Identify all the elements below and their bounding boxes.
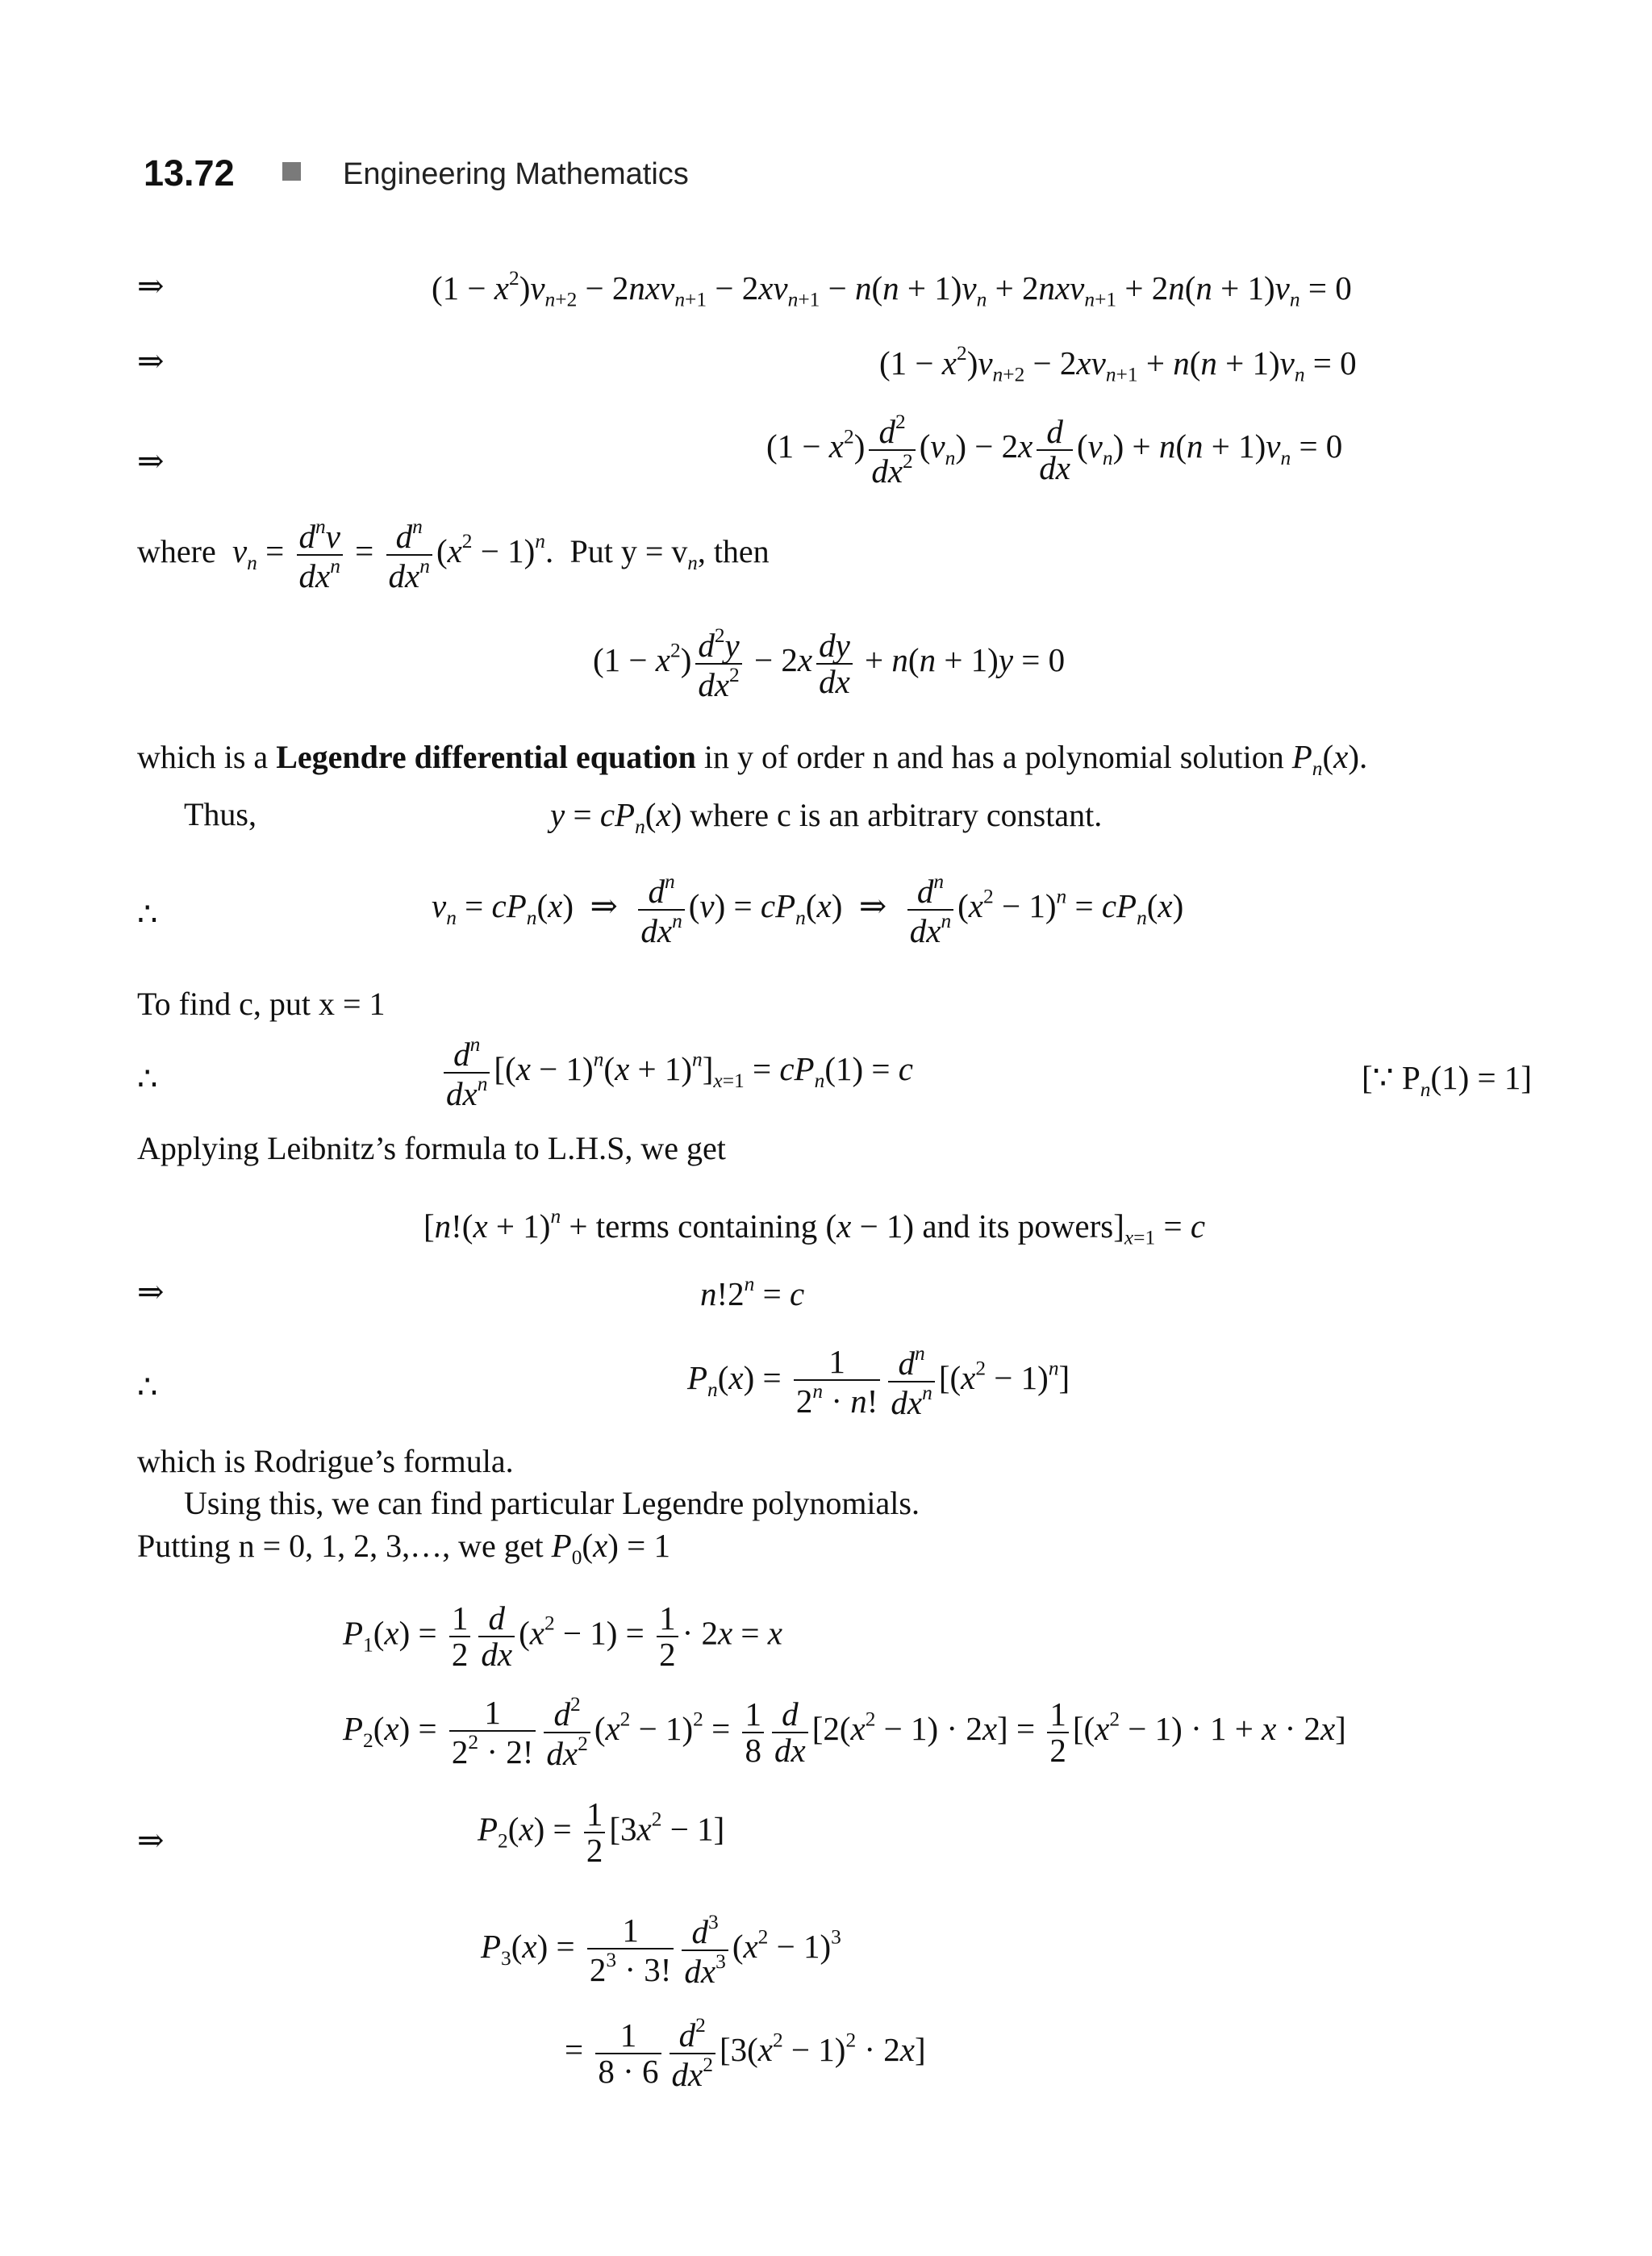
order-label: in y of order n and has a polynomial solution — [703, 739, 1284, 775]
vn-equals-cpn: $v_n = cP_n(x)$ ⇒ $\frac{d^n}{dx^n}$ $(v) = cP_n(x)$ ⇒ $\frac{d^n}{dx^n}$ $(x^2 - 1)^n = cP_n(x)$ — [432, 870, 1184, 949]
therefore-symbol: ∴ — [137, 896, 158, 932]
legendre-statement: which is a Legendre differential equation in y of order n and has a polynomial solution $P_n(x)$. — [137, 738, 1368, 780]
rodrigue-label: which is Rodrigue’s formula. — [137, 1443, 514, 1479]
using-this-line: Using this, we can find particular Legendre polynomials. — [184, 1485, 920, 1521]
thus-label: Thus, — [184, 796, 257, 832]
because-note: [∵ $P_n(1) = 1$] — [1362, 1059, 1533, 1101]
legendre-ode: $(1 - x^2)$ $\frac{d^2y}{dx^2}$ − 2x $\frac{dy}{dx}$ + n(n + 1)y = 0 — [593, 624, 1066, 703]
implies-symbol: ⇒ — [137, 1274, 165, 1310]
general-solution: $y = cP_n(x)$ where c is an arbitrary constant. — [550, 796, 1103, 838]
putting-n-line: Putting n = 0, 1, 2, 3,…, we get $P_0(x) = 1$ — [137, 1527, 671, 1569]
equation-line-2: $(1 - x^2)v_{n+2} - 2xv_{n+1} + n(n + 1)v_n = 0$ — [879, 342, 1357, 386]
p2-derivation: $P_2(x)$ = $\frac{1}{2^2 \cdot 2!}$ $\frac{d^2}{dx^2}$ $(x^2 - 1)^2$ = $\frac{1}{8}$ $\frac{d}{dx}$ $[2(x^2 - 1) \cdot 2x]$ = $\frac{1}{2}$ $[(x^2 - 1) \cdot 1 + x \cdot 2x]$ — [343, 1693, 1346, 1772]
rodrigue-formula: $P_n(x)$ = $\frac{1}{2^n \cdot n!}$ $\frac{d^n}{dx^n}$ $[(x^2 - 1)^n]$ — [687, 1342, 1070, 1421]
book-title: Engineering Mathematics — [343, 157, 689, 191]
implies-symbol: ⇒ — [137, 1822, 165, 1858]
p1-derivation: $P_1(x)$ = $\frac{1}{2}$ $\frac{d}{dx}$ $(x^2 - 1)$ = $\frac{1}{2}$ · 2x = x — [343, 1599, 782, 1674]
arbitrary-constant-label: where c is an arbitrary constant. — [690, 797, 1103, 833]
to-find-c: To find c, put x = 1 — [137, 986, 386, 1022]
p2-result: $P_2(x)$ = $\frac{1}{2}$ $[3x^2 - 1]$ — [478, 1795, 725, 1870]
leibnitz-expansion: [$n!(x + 1)^n$ + terms containing (x − 1) and its $powers]_{x=1} = c$ — [423, 1205, 1206, 1249]
implies-symbol: ⇒ — [137, 443, 165, 479]
then-label: , then — [697, 533, 770, 570]
where-label: where — [137, 533, 216, 570]
equation-line-3: $(1 - x^2)$ $\frac{d^2}{dx^2}$ $(v_n) - 2x$ $\frac{d}{dx}$ $(v_n) + n(n + 1)v_n = 0$ — [766, 411, 1343, 490]
where-line: where $v_n$ = $\frac{d^nv}{dx^n}$ = $\frac{d^n}{dx^n}$ $(x^2 - 1)^n$. Put $y = v_n$, then — [137, 515, 770, 594]
legendre-de-label: Legendre differential equation — [276, 739, 696, 775]
implies-symbol: ⇒ — [137, 343, 165, 379]
therefore-symbol: ∴ — [137, 1061, 158, 1097]
implies-symbol: ⇒ — [137, 268, 165, 304]
therefore-symbol: ∴ — [137, 1369, 158, 1405]
leibnitz-line: Applying Leibnitz’s formula to L.H.S, we get — [137, 1130, 726, 1166]
put-y-label: Put y = v — [569, 533, 688, 570]
equation-line-1: $(1 - x^2)v_{n+2} - 2nxv_{n+1} - 2xv_{n+1} - n(n + 1)v_n + 2nxv_{n+1} + 2n(n + 1)v_n = 0$ — [432, 267, 1352, 311]
c-evaluation: $\frac{d^n}{dx^n}$ $[(x - 1)^n(x + 1)^n]_{x=1} = cP_n(1) = c$ — [440, 1034, 913, 1111]
p3-derivation: $P_3(x)$ = $\frac{1}{2^3 \cdot 3!}$ $\frac{d^3}{dx^3}$ $(x^2 - 1)^3$ — [481, 1911, 841, 1990]
page-number: 13.72 — [144, 152, 235, 194]
p3-step: = $\frac{1}{8 \cdot 6}$ $\frac{d^2}{dx^2}$ $[3(x^2 - 1)^2 \cdot 2x]$ — [565, 2014, 926, 2093]
header-square-marker — [282, 162, 301, 181]
c-value: $n!2^n = c$ — [700, 1273, 805, 1312]
which-is-a-label: which is a — [137, 739, 269, 775]
